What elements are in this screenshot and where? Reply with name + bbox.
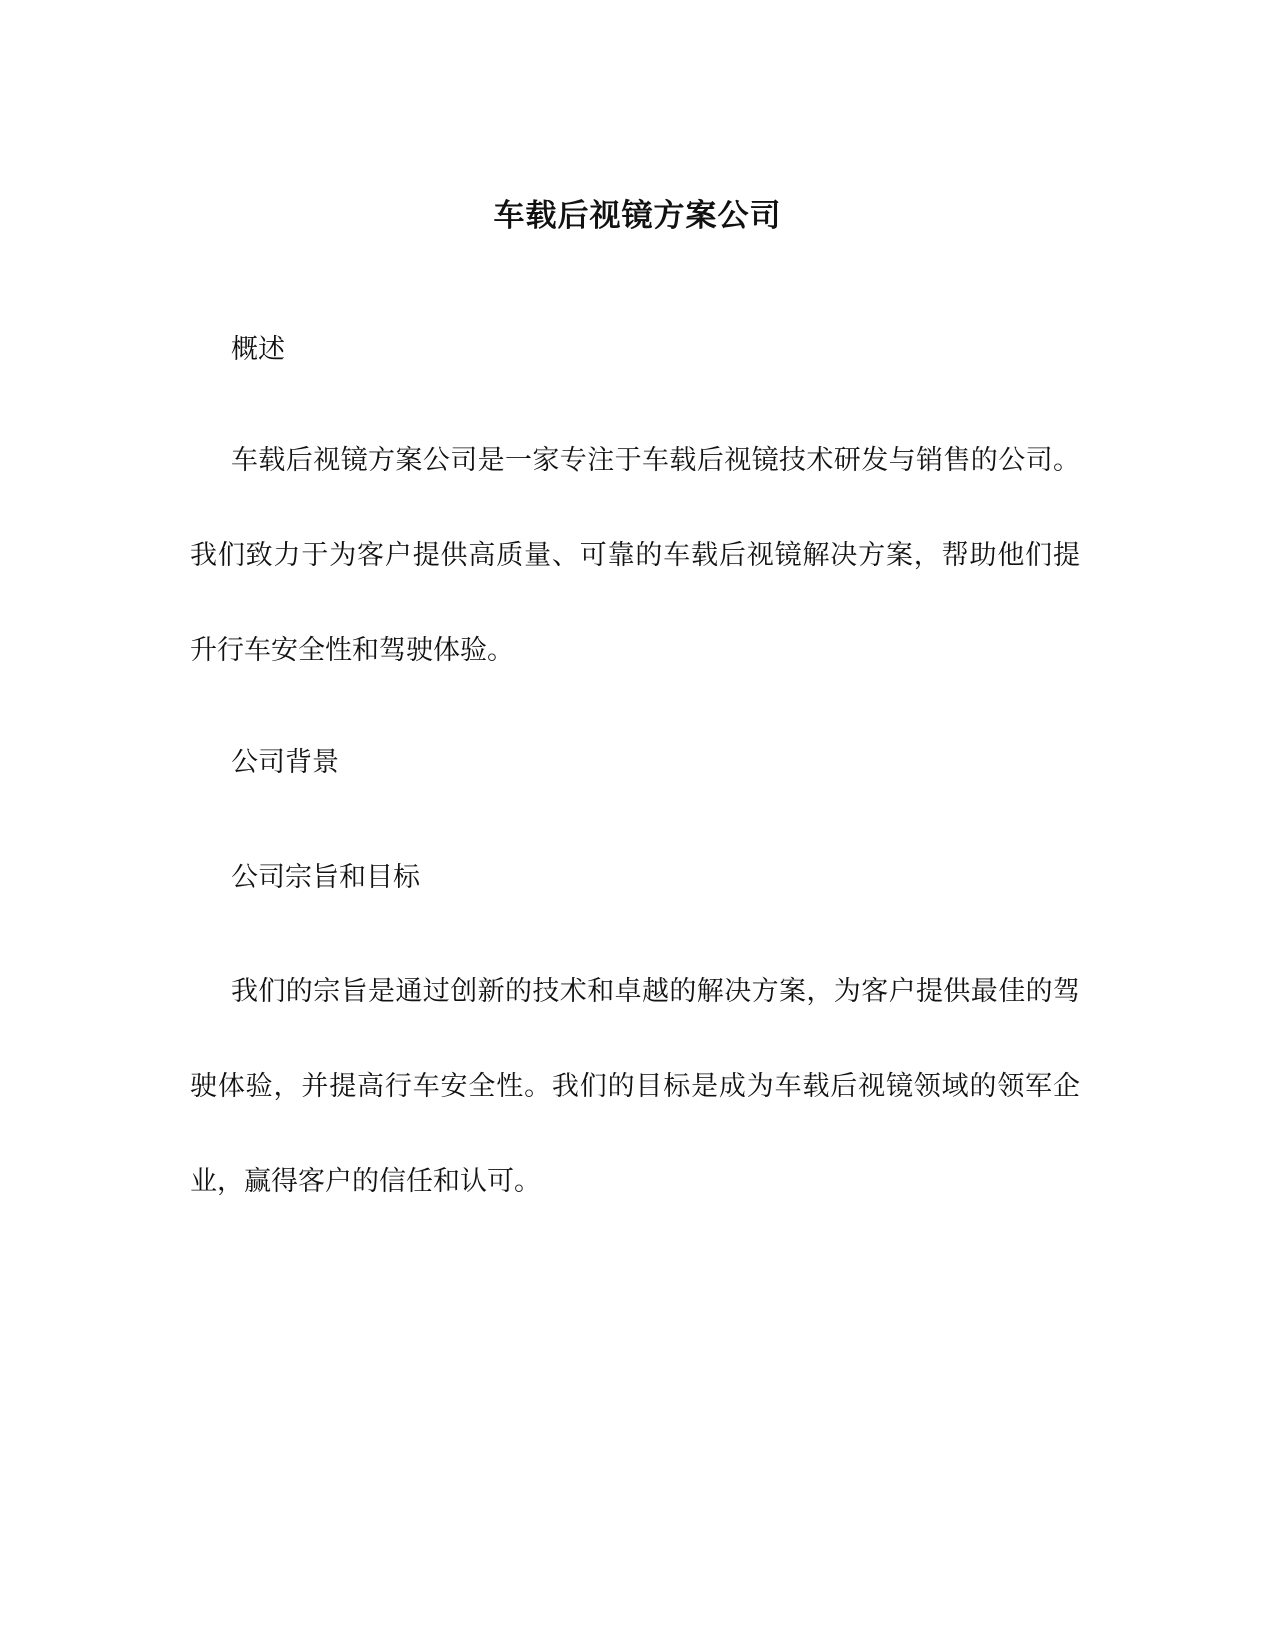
overview-paragraph: 车载后视镜方案公司是一家专注于车载后视镜技术研发与销售的公司。我们致力于为客户提供高质量、可靠的车载后视镜解决方案，帮助他们提升行车安全性和驾驶体验。 xyxy=(190,445,1080,666)
document-title: 车载后视镜方案公司 xyxy=(493,198,782,234)
background-heading: 公司背景 xyxy=(231,747,339,778)
mission-paragraph: 我们的宗旨是通过创新的技术和卓越的解决方案，为客户提供最佳的驾驶体验，并提高行车安全性。我们的目标是成为车载后视镜领域的领军企业，赢得客户的信任和认可。 xyxy=(190,976,1080,1197)
mission-heading: 公司宗旨和目标 xyxy=(231,862,420,893)
overview-heading: 概述 xyxy=(231,334,285,365)
